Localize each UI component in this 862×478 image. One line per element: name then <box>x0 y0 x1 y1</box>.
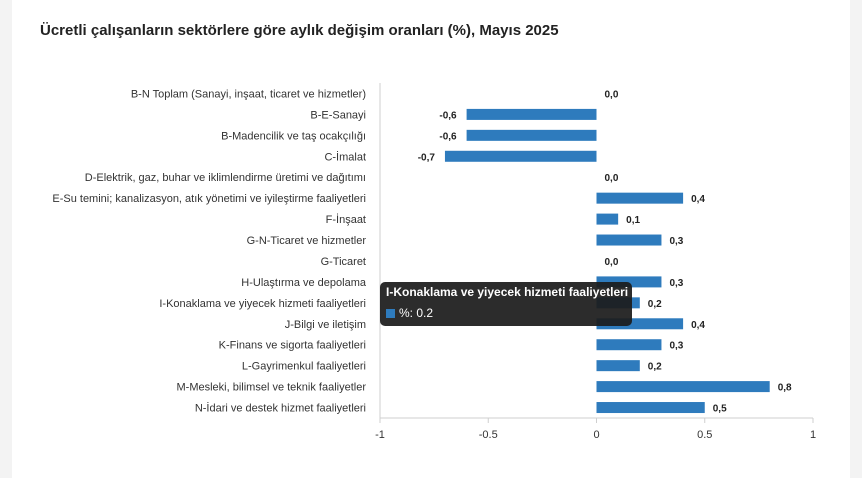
category-label: B-E-Sanayi <box>310 109 366 122</box>
data-label: 0,2 <box>647 361 662 373</box>
data-label: 0,1 <box>626 215 641 227</box>
category-label: M-Mesleki, bilimsel ve teknik faaliyetler <box>176 381 366 394</box>
category-label: N-İdari ve destek hizmet faaliyetleri <box>194 402 366 415</box>
data-label: -0,6 <box>439 110 457 122</box>
tooltip-swatch-icon <box>386 309 395 318</box>
chart-tooltip <box>380 282 632 326</box>
bar <box>597 235 662 246</box>
data-label: 0,4 <box>691 194 706 206</box>
bar <box>597 214 619 225</box>
category-label: I-Konaklama ve yiyecek hizmeti faaliyetleri <box>159 297 366 310</box>
bar <box>445 151 597 162</box>
tooltip-series-label: % <box>399 306 410 320</box>
data-label: 0,0 <box>604 173 619 185</box>
data-label: -0,6 <box>439 131 457 143</box>
category-label: G-N-Ticaret ve hizmetler <box>246 235 366 248</box>
category-label: G-Ticaret <box>320 255 366 268</box>
data-label: 0,5 <box>712 403 727 415</box>
category-label: E-Su temini; kanalizasyon, atık yönetimi ve iyileştirme faaliyetleri <box>52 193 366 206</box>
bar <box>467 109 597 120</box>
bar <box>597 402 705 413</box>
bar <box>597 193 684 204</box>
tooltip-value: 0.2 <box>416 306 434 320</box>
bar <box>597 360 640 371</box>
category-label: F-İnşaat <box>325 214 366 227</box>
x-tick-label: -0.5 <box>478 429 498 441</box>
data-label: 0,4 <box>691 319 706 331</box>
category-label: J-Bilgi ve iletişim <box>284 318 366 331</box>
category-label: B-Madencilik ve taş ocakçılığı <box>221 130 366 143</box>
bar <box>467 130 597 141</box>
data-label: -0,7 <box>417 152 435 164</box>
category-label: H-Ulaştırma ve depolama <box>241 276 366 289</box>
chart-title: Ücretli çalışanların sektörlere göre aylık değişim oranları (%), Mayıs 2025 <box>40 22 559 39</box>
category-label: L-Gayrimenkul faaliyetleri <box>241 360 366 373</box>
x-tick-label: 0.5 <box>697 429 713 441</box>
category-label: B-N Toplam (Sanayi, inşaat, ticaret ve hizmetler) <box>130 88 366 101</box>
data-label: 0,2 <box>647 298 662 310</box>
category-label: K-Finans ve sigorta faaliyetleri <box>218 339 366 352</box>
tooltip-row: %: 0.2 <box>386 306 433 320</box>
x-tick-label: -1 <box>375 429 385 441</box>
x-tick-label: 1 <box>809 429 817 441</box>
data-label: 0,0 <box>604 256 619 268</box>
category-label: C-İmalat <box>324 151 366 164</box>
x-tick-label: 0 <box>593 429 600 441</box>
category-label: D-Elektrik, gaz, buhar ve iklimlendirme üretimi ve dağıtımı <box>84 172 366 185</box>
bar <box>597 339 662 350</box>
bar <box>597 381 770 392</box>
data-label: 0,8 <box>777 382 792 394</box>
data-label: 0,3 <box>669 236 684 248</box>
data-label: 0,3 <box>669 277 684 289</box>
tooltip-title: I-Konaklama ve yiyecek hizmeti faaliyetleri <box>386 285 629 299</box>
data-label: 0,0 <box>604 89 619 101</box>
data-label: 0,3 <box>669 340 684 352</box>
